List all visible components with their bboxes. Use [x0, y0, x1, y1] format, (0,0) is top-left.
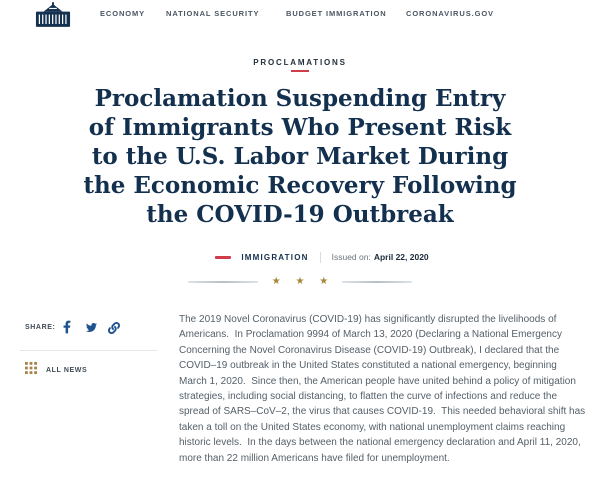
- star-divider: [0, 274, 600, 290]
- nav-item-national-security[interactable]: NATIONAL SECURITY: [166, 9, 260, 18]
- issued-label: Issued on:: [331, 252, 371, 262]
- link-icon: [108, 322, 120, 334]
- article-meta: [0, 250, 600, 264]
- nav-item-economy[interactable]: ECONOMY: [100, 9, 146, 18]
- nav-item-budget[interactable]: BUDGET: [286, 9, 324, 18]
- whitehouse-logo[interactable]: [35, 2, 71, 33]
- eyebrow-proclamations[interactable]: PROCLAMATIONS: [253, 58, 347, 67]
- nav-item-immigration[interactable]: IMMIGRATION: [326, 9, 387, 18]
- stars-ornament: ★ ★ ★: [271, 276, 335, 287]
- sidebar-divider: [20, 350, 157, 351]
- copy-link-button[interactable]: [108, 322, 120, 334]
- twitter-share-button[interactable]: [85, 322, 98, 333]
- nav-item-coronavirus-gov[interactable]: CORONAVIRUS.GOV: [406, 9, 494, 18]
- facebook-share-button[interactable]: [63, 320, 71, 334]
- article-body: The 2019 Novel Coronavirus (COVID-19) has significantly disrupted the livelihoods of Americans. In Proclamation 9994 of March 13, 2020 (Declaring a National Emergency Concerning the Novel Coronavirus Disease (COVID-19) Outbreak), I declared that the COVID–19 outbreak in the United States constituted a national emergency, beginning March 1, 2020. Since then, the American people have united behind a policy of mitigation strategies, including social distancing, to flatten the curve of infections and reduce the spread of SARS–CoV–2, the virus that causes COVID-19. This needed behavioral shift has taken a toll on the United States economy, with national unemployment claims reaching historic levels. In the days between the national emergency declaration and April 11, 2020, more than 22 million Americans have filed for unemployment.: [179, 314, 588, 464]
- twitter-icon: [85, 322, 98, 333]
- top-nav: [0, 0, 600, 30]
- eyebrow-underline: [291, 70, 309, 72]
- all-news-label: ALL NEWS: [46, 366, 88, 374]
- share-label: SHARE:: [25, 324, 56, 331]
- page-title: Proclamation Suspending Entry of Immigrants Who Present Risk to the U.S. Labor Market During the Economic Recovery Following the COVID-19 Outbreak: [83, 85, 517, 228]
- meta-separator: [320, 252, 321, 263]
- issued-date: April 22, 2020: [373, 252, 429, 262]
- divider-line-left: [188, 281, 258, 283]
- all-news-link[interactable]: [25, 361, 87, 379]
- category-dash: [215, 256, 231, 259]
- facebook-icon: [63, 320, 71, 334]
- grid-icon: [25, 361, 37, 379]
- divider-line-right: [342, 281, 412, 283]
- white-house-icon: [35, 2, 71, 28]
- category-link[interactable]: IMMIGRATION: [241, 252, 309, 262]
